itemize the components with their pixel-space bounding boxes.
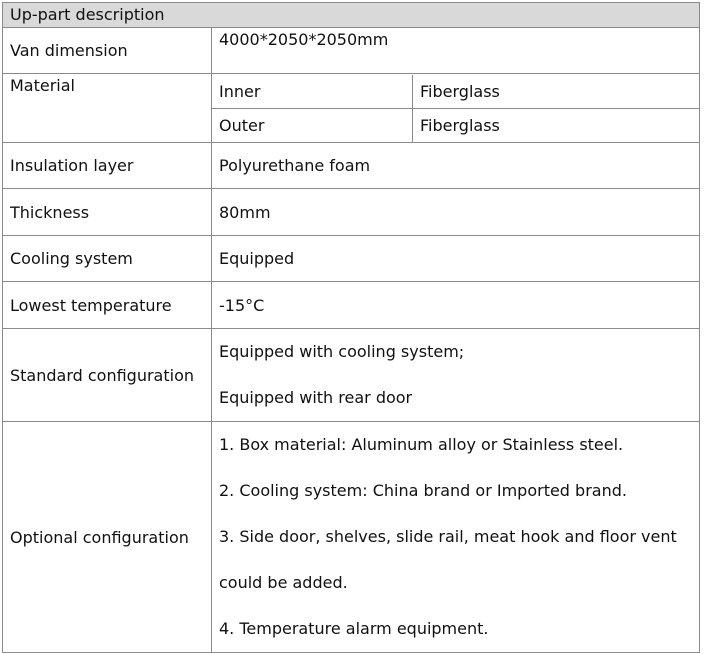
standard-value bbox=[212, 329, 700, 422]
optional-line: 3. Side door, shelves, slide rail, meat hook and floor vent bbox=[219, 527, 677, 546]
lowest-temp-label: Lowest temperature bbox=[3, 282, 212, 329]
cooling-value: Equipped bbox=[212, 236, 700, 282]
row-thickness bbox=[3, 189, 700, 236]
spec-table bbox=[2, 2, 700, 653]
row-van-dimension bbox=[3, 28, 700, 74]
standard-label: Standard configuration bbox=[3, 329, 212, 422]
standard-line: Equipped with cooling system; bbox=[219, 342, 465, 361]
row-optional bbox=[3, 422, 700, 653]
van-dimension-label: Van dimension bbox=[3, 28, 212, 74]
optional-value bbox=[212, 422, 700, 653]
standard-line: Equipped with rear door bbox=[219, 388, 413, 407]
material-outer-label: Outer bbox=[212, 108, 413, 142]
material-subtable bbox=[212, 75, 699, 142]
material-row-outer bbox=[212, 108, 699, 142]
optional-line: 1. Box material: Aluminum alloy or Stainless steel. bbox=[219, 435, 624, 454]
table-header: Up-part description bbox=[3, 3, 700, 28]
material-outer-value: Fiberglass bbox=[420, 115, 500, 135]
insulation-value: Polyurethane foam bbox=[212, 143, 700, 189]
optional-line: 4. Temperature alarm equipment. bbox=[219, 619, 489, 638]
row-lowest-temp bbox=[3, 282, 700, 329]
material-inner-value: Fiberglass bbox=[413, 75, 700, 109]
material-subtable-cell bbox=[212, 74, 700, 143]
row-insulation bbox=[3, 143, 700, 189]
lowest-temp-value: -15°C bbox=[212, 282, 700, 329]
material-label: Material bbox=[3, 74, 212, 143]
cooling-label: Cooling system bbox=[3, 236, 212, 282]
optional-line: 2. Cooling system: China brand or Imported brand. bbox=[219, 481, 627, 500]
optional-label: Optional configuration bbox=[3, 422, 212, 653]
row-cooling bbox=[3, 236, 700, 282]
material-inner-label: Inner bbox=[212, 75, 413, 109]
thickness-label: Thickness bbox=[3, 189, 212, 236]
material-row-inner bbox=[212, 75, 699, 109]
thickness-value: 80mm bbox=[212, 189, 700, 236]
insulation-label: Insulation layer bbox=[3, 143, 212, 189]
van-dimension-value: 4000*2050*2050mm bbox=[212, 28, 700, 74]
row-material bbox=[3, 74, 700, 143]
header-row bbox=[3, 3, 700, 28]
row-standard bbox=[3, 329, 700, 422]
optional-line: could be added. bbox=[219, 573, 348, 592]
